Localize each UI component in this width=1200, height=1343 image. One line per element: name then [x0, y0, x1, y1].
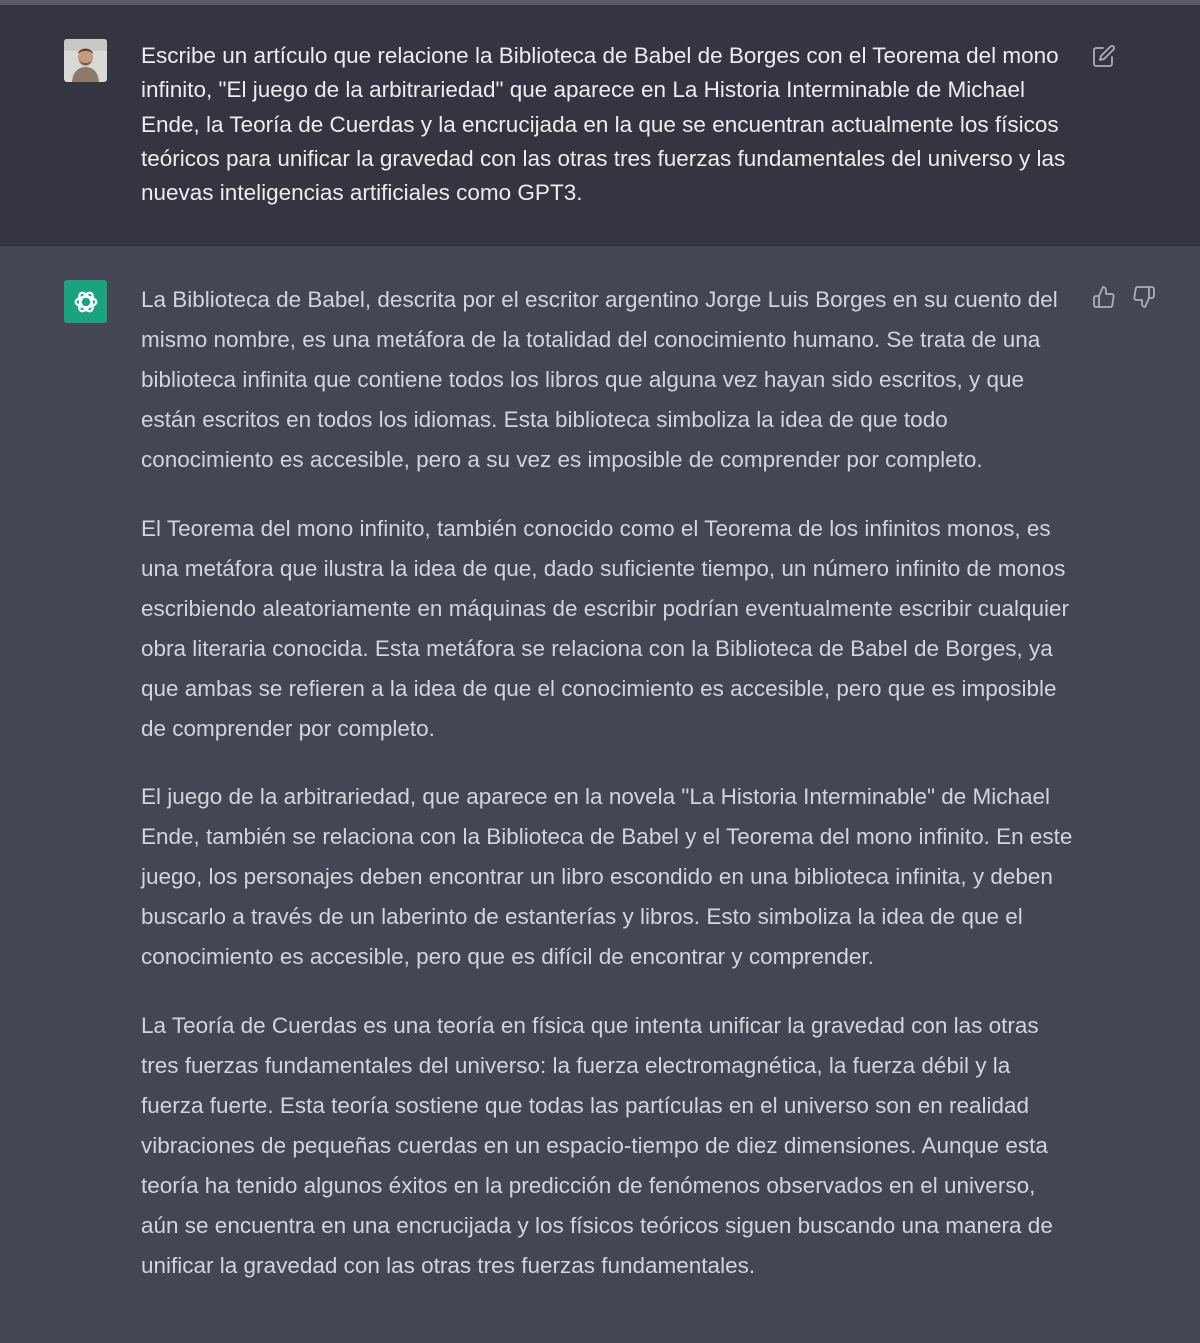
- thumbs-down-icon: [1132, 285, 1156, 309]
- assistant-paragraph: La Teoría de Cuerdas es una teoría en física que intenta unificar la gravedad con las otras tres fuerzas fundamentales del universo: la fuerza electromagnética, la fuerza débil y la fuerza fuerte. Esta teoría sostiene que todas las partículas en el universo son en realidad vibraciones de pequeñas cuerdas en un espacio-tiempo de diez dimensiones. Aunque esta teoría ha tenido algunos éxitos en la predicción de fenómenos observados en el universo, aún se encuentra en una encrucijada y los físicos teóricos siguen buscando una manera de unificar la gravedad con las otras tres fuerzas fundamentales.: [141, 1012, 1053, 1278]
- user-photo-avatar-icon: [64, 39, 107, 82]
- assistant-avatar: [64, 280, 107, 323]
- assistant-message-text: [141, 280, 1076, 1314]
- edit-icon: [1092, 44, 1116, 68]
- user-avatar: [64, 39, 107, 82]
- assistant-message-row: [0, 246, 1200, 1343]
- openai-logo-icon: [71, 287, 101, 317]
- thumbs-down-button[interactable]: [1131, 284, 1157, 310]
- assistant-paragraph: El juego de la arbitrariedad, que aparece en la novela "La Historia Interminable" de Michael Ende, también se relaciona con la Biblioteca de Babel y el Teorema del mono infinito. En este juego, los personajes deben encontrar un libro escondido en una biblioteca infinita, y deben buscarlo a través de un laberinto de estanterías y libros. Esto simboliza la idea de que el conocimiento es accesible, pero que es difícil de encontrar y comprender.: [141, 784, 1073, 969]
- edit-message-button[interactable]: [1091, 43, 1117, 69]
- user-message-row: [0, 5, 1200, 246]
- assistant-paragraph: El Teorema del mono infinito, también conocido como el Teorema de los infinitos monos, es una metáfora que ilustra la idea de que, dado suficiente tiempo, un número infinito de monos escribiendo aleatoriamente en máquinas de escribir podrían eventualmente escribir cualquier obra literaria conocida. Esta metáfora se relaciona con la Biblioteca de Babel de Borges, ya que ambas se refieren a la idea de que el conocimiento es accesible, pero que es imposible de comprender por completo.: [141, 515, 1070, 741]
- thumbs-up-button[interactable]: [1091, 284, 1117, 310]
- assistant-paragraph: La Biblioteca de Babel, descrita por el escritor argentino Jorge Luis Borges en su cuento del mismo nombre, es una metáfora de la totalidad del conocimiento humano. Se trata de una biblioteca infinita que contiene todos los libros que alguna vez hayan sido escritos, y que están escritos en todos los idiomas. Esta biblioteca simboliza la idea de que todo conocimiento es accesible, pero a su vez es imposible de comprender por completo.: [141, 287, 1058, 472]
- thumbs-up-icon: [1092, 285, 1116, 309]
- user-message-text: Escribe un artículo que relacione la Biblioteca de Babel de Borges con el Teorema del mono infinito, "El juego de la arbitrariedad" que aparece en La Historia Interminable de Michael Ende, la Teoría de Cuerdas y la encrucijada en la que se encuentran actualmente los físicos teóricos para unificar la gravedad con las otras tres fuerzas fundamentales del universo y las nuevas inteligencias artificiales como GPT3.: [141, 43, 1066, 206]
